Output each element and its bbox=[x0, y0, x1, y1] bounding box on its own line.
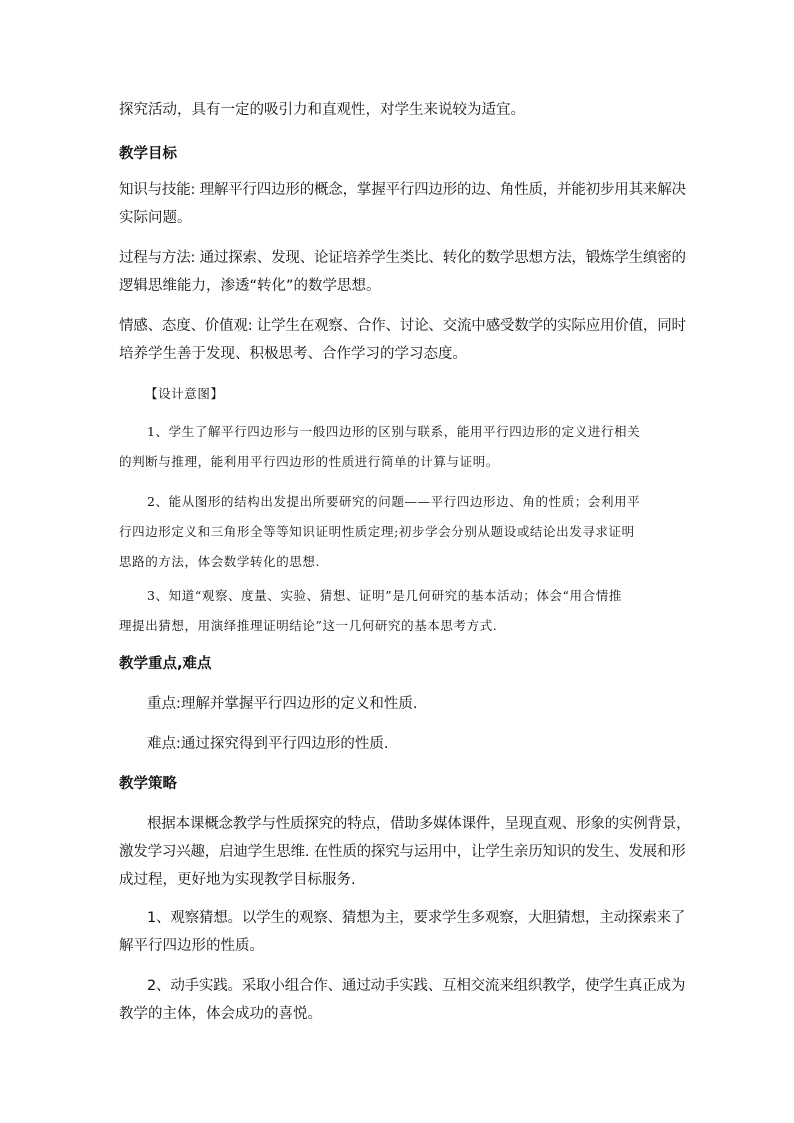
intro-tail: 探究活动，具有一定的吸引力和直观性，对学生来说较为适宜。 bbox=[119, 102, 525, 118]
goal-attitude-line-1: 情感、态度、价值观: 让学生在观察、合作、讨论、交流中感受数学的实际应用价值，同时 bbox=[119, 318, 686, 334]
design-intent-item-1-line-1: 1、学生了解平行四边形与一般四边形的区别与联系，能用平行四边形的定义进行相关 bbox=[147, 424, 641, 439]
strategy-para-line-1: 根据本课概念教学与性质探究的特点，借助多媒体课件，呈现直观、形象的实例背景， bbox=[147, 816, 691, 832]
strategy-item-1-line-1: 1、观察猜想。以学生的观察、猜想为主，要求学生多观察，大胆猜想，主动探索来了 bbox=[147, 910, 686, 926]
strategy-item-2-line-1: 2、动手实践。采取小组合作、通过动手实践、互相交流来组织教学，使学生真正成为 bbox=[147, 978, 686, 994]
design-intent-item-3-line-1: 3、知道“观察、度量、实验、猜想、证明”是几何研究的基本活动；体会“用合情推 bbox=[147, 588, 622, 603]
goal-process-line-1: 过程与方法: 通过探索、发现、论证培养学生类比、转化的数学思想方法，锻炼学生缜密的 bbox=[119, 250, 686, 266]
goals-heading: 教学目标 bbox=[119, 146, 177, 162]
strategy-para-line-3: 成过程，更好地为实现教学目标服务. bbox=[119, 872, 356, 888]
design-intent-item-3-line-2: 理提出猜想，用演绎推理证明结论”这一几何研究的基本思考方式. bbox=[119, 618, 498, 633]
goal-knowledge-line-1: 知识与技能: 理解平行四边形的概念，掌握平行四边形的边、角性质，并能初步用其来解决 bbox=[119, 182, 686, 198]
strategy-item-1-line-2: 解平行四边形的性质。 bbox=[119, 938, 264, 954]
goal-knowledge-line-2: 实际问题。 bbox=[119, 210, 192, 226]
design-intent-heading: 【设计意图】 bbox=[145, 386, 224, 401]
design-intent-item-2-line-2: 行四边形定义和三角形全等等知识证明性质定理;初步学会分别从题设或结论出发寻求证明 bbox=[119, 524, 635, 539]
design-intent-item-2-line-1: 2、能从图形的结构出发提出所要研究的问题——平行四边形边、角的性质；会利用平 bbox=[147, 494, 641, 509]
goal-process-line-2: 逻辑思维能力，渗透“转化”的数学思想。 bbox=[119, 278, 381, 294]
strategy-para-line-2: 激发学习兴趣，启迪学生思维. 在性质的探究与运用中，让学生亲历知识的发生、发展和形 bbox=[119, 844, 686, 860]
strategy-item-2-line-2: 教学的主体，体会成功的喜悦。 bbox=[119, 1006, 322, 1022]
key-point: 重点:理解并掌握平行四边形的定义和性质. bbox=[147, 696, 418, 712]
strategy-heading: 教学策略 bbox=[119, 776, 177, 792]
goal-attitude-line-2: 培养学生善于发现、积极思考、合作学习的学习态度。 bbox=[119, 346, 467, 362]
design-intent-item-2-line-3: 思路的方法，体会数学转化的思想. bbox=[119, 554, 321, 569]
design-intent-item-1-line-2: 的判断与推理，能利用平行四边形的性质进行简单的计算与证明。 bbox=[119, 454, 499, 469]
key-points-heading: 教学重点,难点 bbox=[119, 656, 212, 672]
difficult-point: 难点:通过探究得到平行四边形的性质. bbox=[147, 736, 389, 752]
